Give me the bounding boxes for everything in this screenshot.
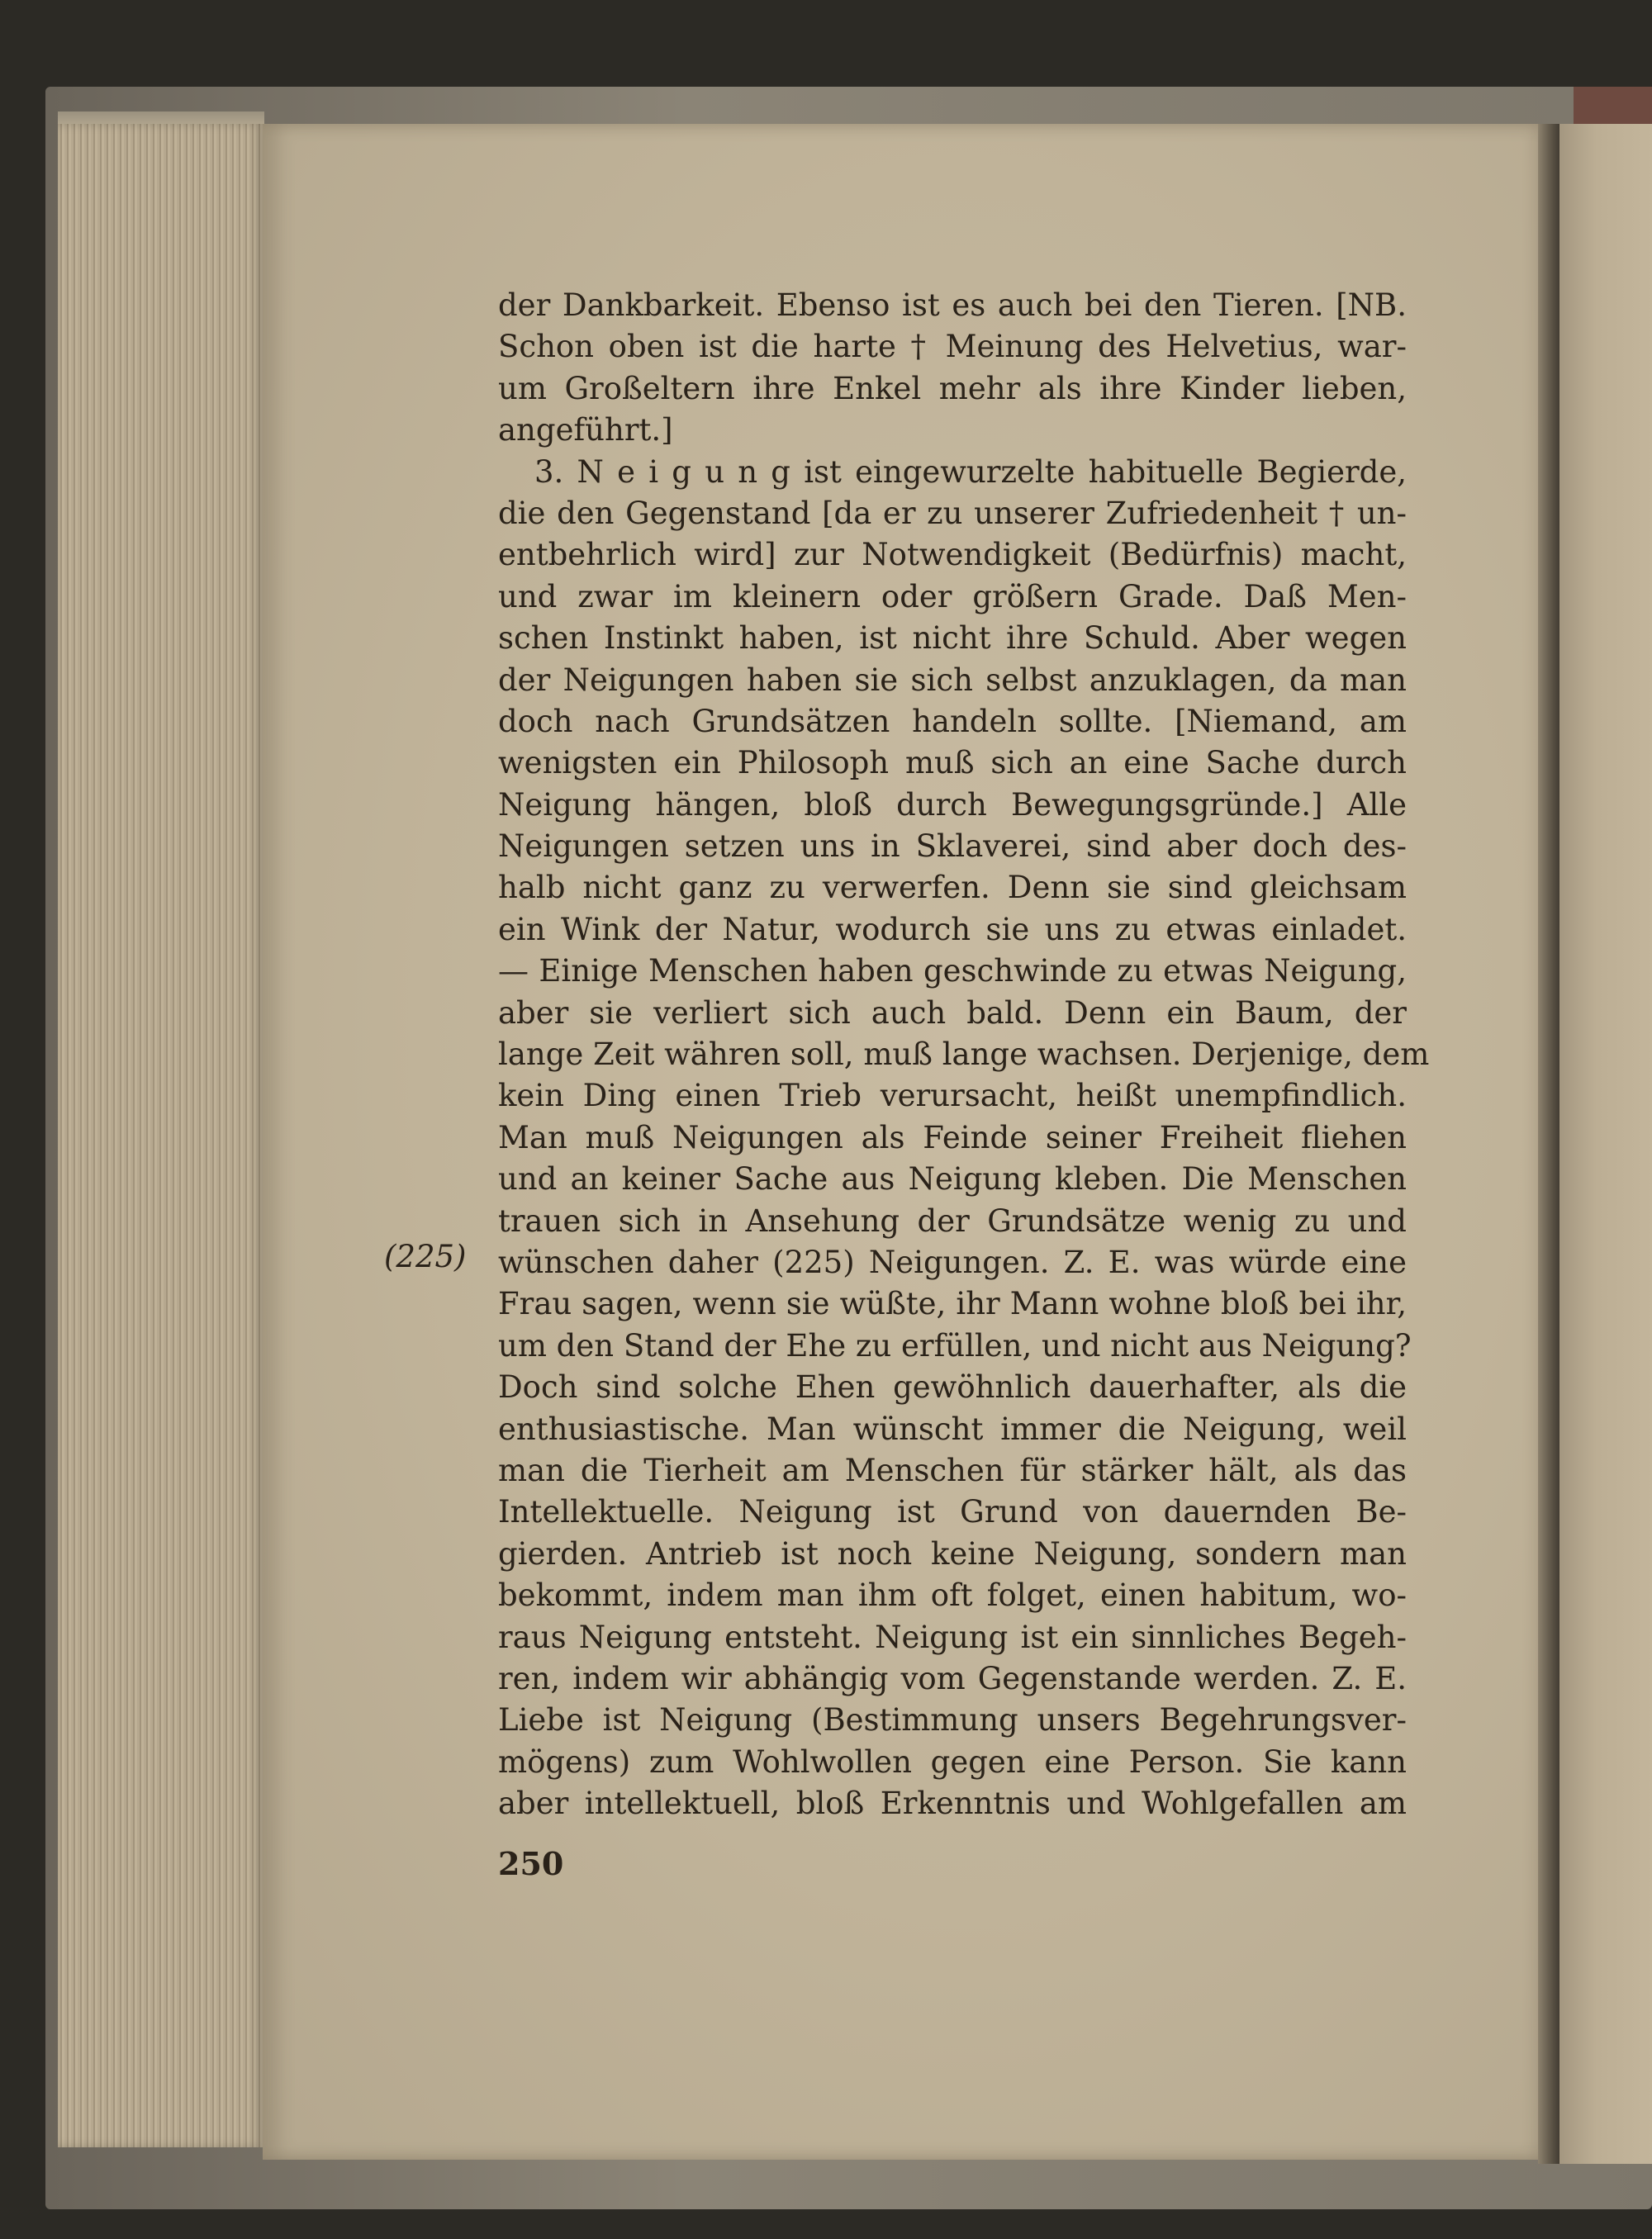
text-line: Intellektuelle. Neigung ist Grund von dauernden Be- xyxy=(498,1494,1407,1530)
text-line: aber intellektuell, bloß Erkenntnis und Wohlgefallen am xyxy=(498,1786,1407,1822)
text-line: halb nicht ganz zu verwerfen. Denn sie sind gleichsam xyxy=(498,870,1407,906)
text-line: um den Stand der Ehe zu erfüllen, und nicht aus Neigung? xyxy=(498,1327,1412,1364)
text-line: gierden. Antrieb ist noch keine Neigung, sondern man xyxy=(498,1535,1407,1572)
book-gutter xyxy=(1538,124,1561,2164)
text-line: kein Ding einen Trieb verursacht, heißt unempfindlich. xyxy=(498,1078,1407,1114)
text-line: der Neigungen haben sie sich selbst anzuklagen, da man xyxy=(498,662,1407,698)
text-line: Neigung hängen, bloß durch Bewegungsgründe.] Alle xyxy=(498,786,1407,823)
text-line: und an keiner Sache aus Neigung kleben. Die Menschen xyxy=(498,1161,1407,1198)
text-line: trauen sich in Ansehung der Grundsätze wenig zu und xyxy=(498,1203,1407,1239)
text-line: lange Zeit währen soll, muß lange wachsen. Derjenige, dem xyxy=(498,1036,1430,1073)
body-text xyxy=(498,285,1430,1824)
text-line: enthusiastische. Man wünscht immer die Neigung, weil xyxy=(498,1411,1407,1447)
text-line: Schon oben ist die harte † Meinung des Helvetius, war- xyxy=(498,329,1407,365)
text-line: wenigsten ein Philosoph muß sich an eine Sache durch xyxy=(498,745,1407,781)
text-line: man die Tierheit am Menschen für stärker hält, als das xyxy=(498,1452,1407,1488)
text-line: wünschen daher (225) Neigungen. Z. E. was würde eine xyxy=(498,1244,1407,1280)
text-line: und zwar im kleinern oder größern Grade. Daß Men- xyxy=(498,578,1407,614)
text-line: Neigungen setzen uns in Sklaverei, sind aber doch des- xyxy=(498,828,1407,865)
margin-page-reference: (225) xyxy=(384,1239,467,1274)
text-line: schen Instinkt haben, ist nicht ihre Schuld. Aber wegen xyxy=(498,620,1407,657)
text-line: Doch sind solche Ehen gewöhnlich dauerhafter, als die xyxy=(498,1369,1407,1406)
text-line: Man muß Neigungen als Feinde seiner Freiheit fliehen xyxy=(498,1119,1407,1155)
book-cover-edge xyxy=(1574,87,1652,124)
text-line: ren, indem wir abhängig vom Gegenstande werden. Z. E. xyxy=(498,1660,1407,1696)
text-line: Liebe ist Neigung (Bestimmung unsers Begehrungsver- xyxy=(498,1702,1407,1739)
text-line: mögens) zum Wohlwollen gegen eine Person. Sie kann xyxy=(498,1743,1407,1780)
text-line: entbehrlich wird] zur Notwendigkeit (Bedürfnis) macht, xyxy=(498,537,1407,573)
page-number: 250 xyxy=(498,1845,564,1882)
text-line: — Einige Menschen haben geschwinde zu etwas Neigung, xyxy=(498,953,1407,989)
facing-page xyxy=(1559,124,1652,2164)
text-line: angeführt.] xyxy=(498,412,673,448)
text-line: 3. N e i g u n g ist eingewurzelte habituelle Begierde, xyxy=(534,453,1407,490)
text-line: raus Neigung entsteht. Neigung ist ein sinnliches Begeh- xyxy=(498,1619,1407,1655)
text-line: die den Gegenstand [da er zu unserer Zufriedenheit † un- xyxy=(498,495,1407,531)
text-line: aber sie verliert sich auch bald. Denn ein Baum, der xyxy=(498,994,1407,1031)
text-line: um Großeltern ihre Enkel mehr als ihre Kinder lieben, xyxy=(498,370,1407,406)
text-line: doch nach Grundsätzen handeln sollte. [Niemand, am xyxy=(498,703,1407,739)
text-line: bekommt, indem man ihm oft folget, einen habitum, wo- xyxy=(498,1577,1407,1614)
text-line: ein Wink der Natur, wodurch sie uns zu etwas einladet. xyxy=(498,911,1407,947)
page-edges xyxy=(58,124,264,2147)
text-line: der Dankbarkeit. Ebenso ist es auch bei den Tieren. [NB. xyxy=(498,287,1407,323)
text-line: Frau sagen, wenn sie wüßte, ihr Mann wohne bloß bei ihr, xyxy=(498,1286,1407,1322)
